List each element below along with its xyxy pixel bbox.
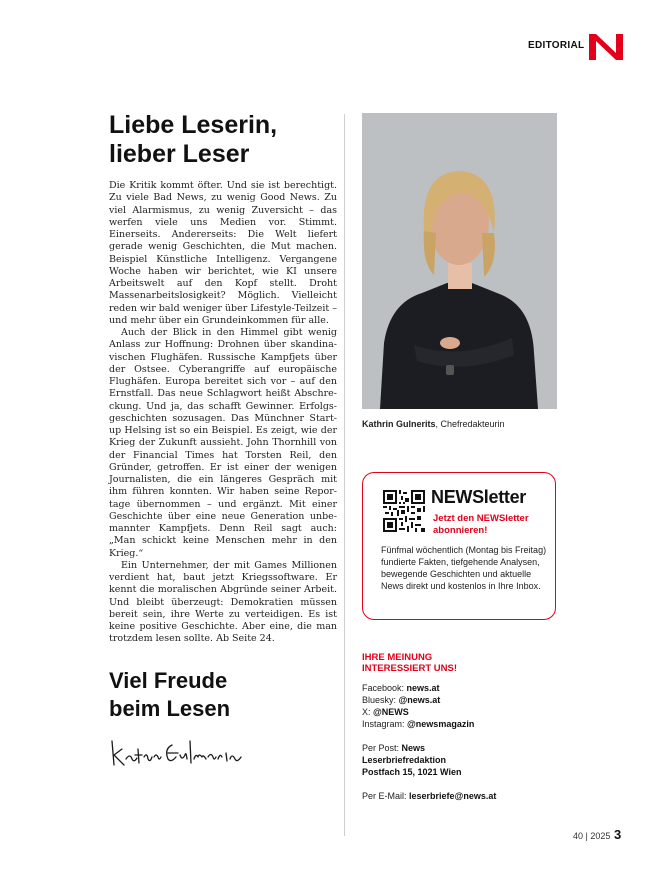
closing-line-1: Viel Freude <box>109 668 228 693</box>
headline-line-2: lieber Leser <box>109 140 250 168</box>
contact-label: Instagram: <box>362 719 408 729</box>
body-paragraph: Auch der Blick in den Himmel gibt wenig Anlass zur Hoffnung: Drohnen über skandinavischen Flughäfen. Russische Kampfjets über der Ostsee. Cyberangriffe auf europäische Flughäfen. Europa bereitet sich vor – auf den Ernstfall. Das neue Schlagwort heißt Abschreckung. Und ja, das schafft Gewinner. Erfolgsgeschichten sozusagen. Das Münchner Start-up Helsing ist so ein Beispiel. Es zeigt, wie der Krieg der Zukunft aussieht. John Thornhill von der Financial Times hat Torsten Reil, den Gründer, getroffen. Er ist einer der wenigen Journalisten, die ein längeres Gespräch mit ihm führen konnten. Wir haben seine Reportage übernommen – und ergänzt. Mit einer Geschichte über eine neue Generation unbemannter Kampfjets. Denn Reil sagt auch: „Man schickt keine Menschen mehr in den Krieg.“ <box>109 327 337 559</box>
closing-line <box>109 667 339 723</box>
contact-label: Facebook: <box>362 683 407 693</box>
reader-contact <box>362 652 562 802</box>
contact-value: News <box>401 743 426 753</box>
contact-facebook[interactable] <box>362 682 562 694</box>
contact-post <box>362 742 562 754</box>
contact-post-line <box>362 766 562 778</box>
headline-line-1: Liebe Leserin, <box>109 111 278 139</box>
newsletter-box[interactable] <box>362 472 556 620</box>
contact-value: Postfach 15, 1021 Wien <box>362 767 462 777</box>
contact-value: @newsmagazin <box>407 719 475 729</box>
contact-email[interactable] <box>362 790 562 802</box>
newsletter-title: NEWSletter <box>431 487 527 507</box>
contact-value: news.at <box>406 683 440 693</box>
column-divider <box>344 114 345 836</box>
photo-caption <box>362 419 562 429</box>
contact-label: Per Post: <box>362 743 402 753</box>
qr-code-icon[interactable] <box>383 490 425 532</box>
signature-image <box>108 735 268 775</box>
contact-value: @NEWS <box>373 707 409 717</box>
contact-bluesky[interactable] <box>362 694 562 706</box>
news-logo-icon <box>589 34 623 60</box>
contact-post-line <box>362 754 562 766</box>
contact-label: Per E-Mail: <box>362 791 410 801</box>
caption-role: , Chefredakteurin <box>435 419 505 429</box>
contact-value: Leserbriefredaktion <box>362 755 447 765</box>
caption-name: Kathrin Gulnerits <box>362 419 436 429</box>
issue-number: 40 | 2025 <box>573 831 611 841</box>
body-paragraph: Ein Unternehmer, der mit Games Millionen verdient hat, baut jetzt Kriegssoftware. Er kennt die moralischen Abgründe seiner Arbeit. Und bleibt überzeugt: Demokratien müssen bereit sein, ihre Werte zu verteidigen. Es ist keine positive Geschichte. Aber eine, die man trotzdem lesen sollte. Ab Seite 24. <box>109 559 337 645</box>
editorial-body <box>109 180 337 646</box>
contact-instagram[interactable] <box>362 718 562 730</box>
closing-line-2: beim Lesen <box>109 696 231 721</box>
section-label: EDITORIAL <box>528 40 585 51</box>
contact-heading: IHRE MEINUNG INTERESSIERT UNS! <box>362 652 458 674</box>
contact-label: Bluesky: <box>362 695 399 705</box>
author-photo <box>362 113 557 409</box>
headline <box>109 111 339 169</box>
contact-value: @news.at <box>398 695 441 705</box>
body-paragraph: Die Kritik kommt öfter. Und sie ist berechtigt. Zu viele Bad News, zu wenig Good News. Zu viel Alarmismus, zu wenig Zuversicht – das werfen viele uns Medien vor. Stimmt. Einerseits. Andererseits: Die Welt liefert gerade wenig Geschichten, die Mut machen. Beispiel Künstliche Intelligenz. Vergangene Woche haben wir berichtet, wie KI unsere Arbeitswelt auf den Kopf stellt. Droht Massenarbeitslosigkeit? Möglich. Vielleicht reden wir bald weniger über Lifestyle-Teilzeit – und mehr über ein Grundeinkommen für alle. <box>109 180 337 326</box>
contact-value: leserbriefe@news.at <box>409 791 497 801</box>
contact-x[interactable] <box>362 706 562 718</box>
page-number: 3 <box>614 827 622 842</box>
newsletter-description: Fünfmal wöchentlich (Montag bis Freitag) fundierte Fakten, tiefgehende Analysen, bewegende Geschichten und aktuelle News direkt und kostenlos in Ihre Inbox. <box>381 545 547 591</box>
newsletter-subscribe-link[interactable]: Jetzt den NEWSletter abonnieren! <box>433 513 529 536</box>
contact-label: X: <box>362 707 374 717</box>
